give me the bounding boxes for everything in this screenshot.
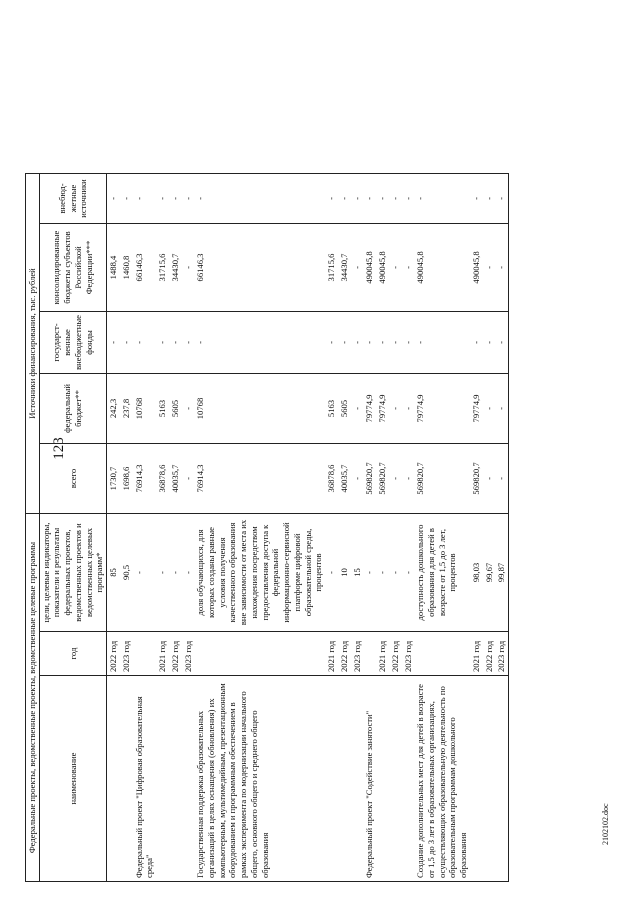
row-consolidated: - [483, 223, 496, 311]
row-year: 2021 год [470, 632, 483, 676]
row-consolidated: 490045,8 [376, 223, 389, 311]
row-indicator: - [182, 513, 195, 631]
row-indicator: 99,67 [483, 513, 496, 631]
row-state-funds: - [169, 311, 182, 373]
row-extra: - [325, 173, 338, 223]
row-extra: - [363, 173, 376, 223]
table-row [402, 21, 415, 881]
row-total: - [402, 443, 415, 513]
table-row [495, 21, 508, 881]
row-state-funds: - [414, 311, 470, 373]
row-total: 1730,7 [107, 443, 120, 513]
table-row [376, 21, 389, 881]
row-federal: 5605 [169, 373, 182, 443]
header-state-funds: государст-венные внебюджетные фонды [39, 311, 106, 373]
row-indicator: доступность дошкольного образования для детей в возрасте от 1,5 до 3 лет, процентов [414, 513, 470, 631]
row-total: 569820,7 [470, 443, 483, 513]
rotated-table-container [25, 22, 580, 882]
row-year [363, 632, 376, 676]
row-federal: 79774,9 [470, 373, 483, 443]
row-name [338, 676, 351, 882]
row-year: 2021 год [156, 632, 169, 676]
row-indicator: - [325, 513, 338, 631]
row-state-funds: - [156, 311, 169, 373]
row-name [107, 676, 120, 882]
row-name [402, 676, 415, 882]
row-consolidated: 66146,3 [133, 223, 156, 311]
row-name: Государственная поддержка образовательных организаций в целях оснащения (обновления) их компьютерным, мультимедийным, презентационным оборудованием и программным обеспечением в рамках эксперимента по модернизации начального общего, основного общего и среднего общего образования [194, 676, 325, 882]
row-federal: - [182, 373, 195, 443]
row-indicator: - [133, 513, 156, 631]
row-consolidated: 490045,8 [363, 223, 376, 311]
row-federal: - [402, 373, 415, 443]
row-name [470, 676, 483, 882]
row-consolidated: - [351, 223, 364, 311]
row-state-funds: - [351, 311, 364, 373]
row-state-funds: - [376, 311, 389, 373]
row-federal: 10768 [194, 373, 325, 443]
row-state-funds: - [182, 311, 195, 373]
row-name [120, 676, 133, 882]
row-extra: - [351, 173, 364, 223]
row-state-funds: - [389, 311, 402, 373]
row-federal: 5163 [156, 373, 169, 443]
row-extra: - [414, 173, 470, 223]
header-group-financing: Источники финансирования, тыс. рублей [26, 173, 40, 513]
row-total: 36878,6 [325, 443, 338, 513]
row-extra: - [133, 173, 156, 223]
row-extra: - [483, 173, 496, 223]
row-consolidated: 34430,7 [169, 223, 182, 311]
row-federal: 242,3 [107, 373, 120, 443]
row-federal: 10768 [133, 373, 156, 443]
row-state-funds: - [470, 311, 483, 373]
row-indicator: - [169, 513, 182, 631]
document-filename: 2102102.doc [601, 803, 610, 845]
row-federal: - [351, 373, 364, 443]
row-extra: - [156, 173, 169, 223]
header-year: год [39, 632, 106, 676]
table-row [414, 21, 470, 881]
row-state-funds: - [363, 311, 376, 373]
row-total: 76914,3 [133, 443, 156, 513]
row-consolidated: - [495, 223, 508, 311]
row-state-funds: - [402, 311, 415, 373]
row-consolidated: - [389, 223, 402, 311]
row-year: 2022 год [389, 632, 402, 676]
table-row [169, 21, 182, 881]
header-name: наименование [39, 676, 106, 882]
row-consolidated: 1460,8 [120, 223, 133, 311]
row-extra: - [338, 173, 351, 223]
header-federal: федеральный бюджет** [39, 373, 106, 443]
table-row [483, 21, 496, 881]
table-body [107, 21, 509, 881]
row-name: Создание дополнительных мест для детей в возрасте от 1,5 до 3 лет в образовательных организациях, осуществляющих образовательную деятельность по образовательным программам дошкольного образования [414, 676, 470, 882]
row-extra: - [107, 173, 120, 223]
row-consolidated: 34430,7 [338, 223, 351, 311]
row-year: 2022 год [107, 632, 120, 676]
row-federal: 5605 [338, 373, 351, 443]
row-indicator: 10 [338, 513, 351, 631]
row-total: 76914,3 [194, 443, 325, 513]
row-consolidated: 1488,4 [107, 223, 120, 311]
row-year: 2023 год [402, 632, 415, 676]
row-name: Федеральный проект "Цифровая образовательная среда" [133, 676, 156, 882]
row-indicator: 99,87 [495, 513, 508, 631]
row-name [325, 676, 338, 882]
row-consolidated: 31715,6 [325, 223, 338, 311]
row-year [194, 632, 325, 676]
header-consolidated: консолидированные бюджеты субъектов Российской Федерации*** [39, 223, 106, 311]
row-indicator: 85 [107, 513, 120, 631]
row-federal: 79774,9 [363, 373, 376, 443]
row-total: 40035,7 [338, 443, 351, 513]
row-name [182, 676, 195, 882]
row-extra: - [376, 173, 389, 223]
row-indicator: 90,5 [120, 513, 133, 631]
row-state-funds: - [120, 311, 133, 373]
table-row [156, 21, 169, 881]
table-row [325, 21, 338, 881]
header-indicator: цели, целевые индикаторы, показатели и результаты федеральных проектов, ведомственных проектов и ведомственных целевых программ* [39, 513, 106, 631]
row-consolidated: 490045,8 [470, 223, 483, 311]
row-extra: - [402, 173, 415, 223]
header-extra: внебюд-жетные источники [39, 173, 106, 223]
row-total: - [182, 443, 195, 513]
row-federal: 237,8 [120, 373, 133, 443]
row-name [495, 676, 508, 882]
row-extra: - [495, 173, 508, 223]
row-year [133, 632, 156, 676]
row-consolidated: 31715,6 [156, 223, 169, 311]
row-extra: - [470, 173, 483, 223]
table-row [338, 21, 351, 881]
row-state-funds: - [325, 311, 338, 373]
row-year: 2021 год [376, 632, 389, 676]
row-total: 36878,6 [156, 443, 169, 513]
row-total: 569820,7 [414, 443, 470, 513]
row-extra: - [389, 173, 402, 223]
table-row [363, 21, 376, 881]
row-total: - [389, 443, 402, 513]
table-row [182, 21, 195, 881]
row-state-funds: - [338, 311, 351, 373]
table-row [133, 21, 156, 881]
row-year: 2022 год [483, 632, 496, 676]
row-name [156, 676, 169, 882]
row-total: 40035,7 [169, 443, 182, 513]
row-name [169, 676, 182, 882]
row-name [351, 676, 364, 882]
row-year: 2021 год [325, 632, 338, 676]
row-indicator: 98,03 [470, 513, 483, 631]
row-state-funds: - [194, 311, 325, 373]
page-number: 123 [50, 437, 67, 460]
row-state-funds: - [133, 311, 156, 373]
row-state-funds: - [107, 311, 120, 373]
row-consolidated: 490045,8 [414, 223, 470, 311]
row-federal: 5163 [325, 373, 338, 443]
row-year [414, 632, 470, 676]
table-row [470, 21, 483, 881]
row-total: 569820,7 [376, 443, 389, 513]
row-year: 2022 год [169, 632, 182, 676]
row-indicator: - [376, 513, 389, 631]
row-federal: 79774,9 [376, 373, 389, 443]
row-indicator: доля обучающихся, для которых созданы равные условия получения качественного образования вне зависимости от места их нахождения посредством предоставления доступа к федеральной информационно-сервисной платформе цифровой образовательной среды, процентов [194, 513, 325, 631]
row-year: 2023 год [495, 632, 508, 676]
row-consolidated: - [402, 223, 415, 311]
row-name [389, 676, 402, 882]
row-consolidated: - [182, 223, 195, 311]
header-total: всего [39, 443, 106, 513]
row-total: - [495, 443, 508, 513]
row-name [483, 676, 496, 882]
row-year: 2023 год [182, 632, 195, 676]
row-name: Федеральный проект "Содействие занятости" [363, 676, 376, 882]
header-group-projects: Федеральные проекты, ведомственные проекты, ведомственные целевые программы [26, 513, 40, 881]
row-indicator: - [363, 513, 376, 631]
table-row [120, 21, 133, 881]
row-year: 2023 год [351, 632, 364, 676]
row-total: 1698,6 [120, 443, 133, 513]
row-indicator: - [156, 513, 169, 631]
row-extra: - [194, 173, 325, 223]
row-indicator: - [402, 513, 415, 631]
row-extra: - [182, 173, 195, 223]
row-indicator: 15 [351, 513, 364, 631]
row-total: - [351, 443, 364, 513]
row-state-funds: - [495, 311, 508, 373]
table-row [194, 21, 325, 881]
row-extra: - [120, 173, 133, 223]
row-federal: 79774,9 [414, 373, 470, 443]
table-row [389, 21, 402, 881]
row-total: 569820,7 [363, 443, 376, 513]
row-federal: - [483, 373, 496, 443]
row-consolidated: 66146,3 [194, 223, 325, 311]
table-row [107, 21, 120, 881]
row-federal: - [389, 373, 402, 443]
row-federal: - [495, 373, 508, 443]
row-name [376, 676, 389, 882]
row-year: 2022 год [338, 632, 351, 676]
table-row [351, 21, 364, 881]
row-year: 2023 год [120, 632, 133, 676]
row-indicator: - [389, 513, 402, 631]
row-state-funds: - [483, 311, 496, 373]
financing-table [25, 21, 509, 882]
row-total: - [483, 443, 496, 513]
row-extra: - [169, 173, 182, 223]
